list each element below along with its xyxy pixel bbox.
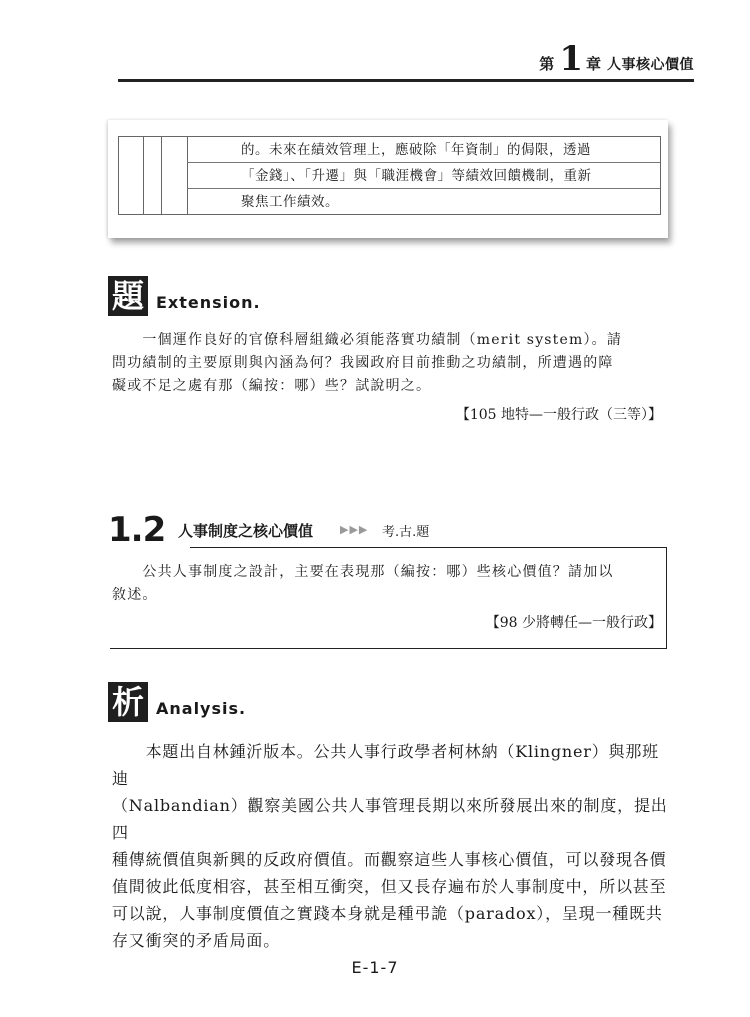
arrows-icon: ▶▶▶ [340, 523, 369, 536]
section-tag: 考.古.題 [382, 525, 430, 540]
table-row: 的。未來在績效管理上，應破除「年資制」的侷限，透過 [187, 137, 660, 163]
page-number: E-1-7 [351, 958, 399, 977]
question-source: 【98 少將轉任—一般行政】 [485, 615, 662, 631]
analysis-line: 值間彼此低度相容，甚至相互衝突，但又長存遍布於人事制度中，所以甚至 [112, 877, 667, 896]
chapter-suffix: 章 [585, 55, 601, 73]
table-divider [143, 137, 144, 214]
analysis-body [112, 738, 674, 954]
chapter-prefix: 第 [539, 55, 555, 73]
chapter-number: 1 [559, 39, 583, 79]
table-row: 「金錢」、「升遷」與「職涯機會」等績效回饋機制，重新 [187, 163, 660, 189]
chapter-title: 人事核心價值 [607, 57, 694, 73]
analysis-line: 存又衝突的矛盾局面。 [112, 931, 281, 950]
analysis-icon: 析 [108, 682, 148, 722]
table-panel [108, 120, 668, 238]
extension-line-2: 問功績制的主要原則與內涵為何？我國政府目前推動之功績制，所遭遇的障 [112, 355, 614, 371]
extension-source: 【105 地特—一般行政（三等）】 [455, 407, 662, 423]
extension-line-3: 礙或不足之處有那（編按：哪）些？試說明之。 [112, 378, 432, 394]
extension-label: Extension. [156, 293, 261, 312]
content-table [118, 136, 661, 215]
analysis-line: 可以說，人事制度價值之實踐本身就是種弔詭（paradox），呈現一種既共 [112, 904, 663, 923]
analysis-line: 種傳統價值與新興的反政府價值。而觀察這些人事核心價值，可以發現各價 [112, 850, 667, 869]
question-line-1: 公共人事制度之設計，主要在表現那（編按：哪）些核心價值？請加以 [112, 564, 614, 580]
chapter-header [539, 39, 694, 79]
header-rule [118, 79, 694, 82]
extension-line-1: 一個運作良好的官僚科層組織必須能落實功績制（merit system）。請 [112, 332, 623, 348]
analysis-line: 本題出自林鍾沂版本。公共人事行政學者柯林納（Klingner）與那班迪 [112, 742, 659, 788]
question-line-2: 敘述。 [112, 587, 158, 603]
analysis-line: （Nalbandian）觀察美國公共人事管理長期以來所發展出來的制度，提出四 [112, 796, 668, 842]
table-divider [161, 137, 162, 214]
section-title: 人事制度之核心價值 [178, 522, 314, 540]
section-number: 1.2 [108, 510, 166, 550]
analysis-label: Analysis. [156, 699, 247, 718]
extension-icon: 題 [108, 276, 148, 316]
table-row: 聚焦工作績效。 [241, 194, 339, 210]
